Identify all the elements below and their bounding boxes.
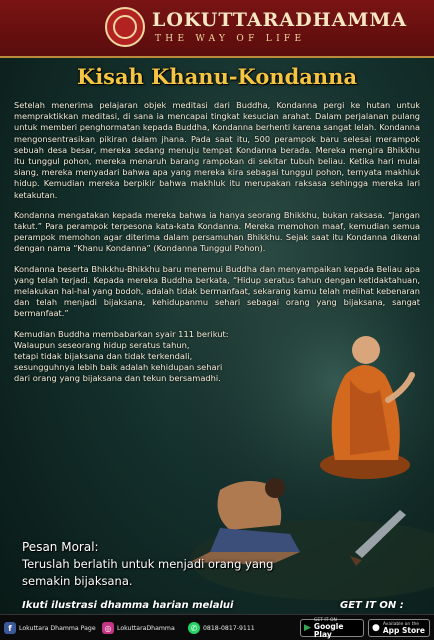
facebook-link[interactable] — [4, 620, 96, 636]
brand-tagline: THE WAY OF LIFE — [155, 34, 306, 44]
verse-line: tetapi tidak bijaksana dan tidak terkendali, — [14, 351, 193, 362]
verse-line: sesungguhnya lebih baik adalah kehidupan sehari — [14, 362, 223, 373]
whatsapp-link[interactable] — [188, 620, 255, 636]
header-banner — [0, 0, 434, 58]
get-it-on-text: GET IT ON : — [340, 600, 404, 611]
google-play-badge[interactable] — [300, 619, 364, 637]
instagram-icon: ◎ — [102, 622, 114, 634]
facebook-label: Lokuttara Dhamma Page — [19, 624, 96, 632]
google-play-big-text: Google Play — [313, 621, 344, 639]
story-paragraph: Kondanna mengatakan kepada mereka bahwa ia hanya seorang Bhikkhu, bukan raksasa. “Jangan takut.” Para perampok terpesona kata-kata Kondanna. Mereka memohon maaf, kemudian semua perampok memohon agar diterima dalam persamuhan Bhikkhu. Sejak saat itu Kondanna dikenal dengan nama “Khanu Kondanna” (Kondanna Tunggul Pohon). — [14, 209, 420, 254]
verse-block — [14, 329, 279, 385]
footer-bar — [0, 614, 434, 640]
moral-message — [22, 539, 322, 590]
instagram-label: LokuttaraDhamma — [117, 624, 175, 632]
instagram-link[interactable] — [102, 620, 175, 636]
app-store-small-text: Available on the — [382, 621, 420, 627]
whatsapp-icon: ✆ — [188, 622, 200, 634]
lokuttaradhamma-logo — [105, 7, 145, 47]
follow-text: Ikuti ilustrasi dhamma harian melalui — [22, 600, 234, 611]
whatsapp-number: 0818-0817-9111 — [203, 624, 255, 632]
app-store-badge[interactable] — [368, 619, 430, 637]
verse-line: dari orang yang bijaksana dan tekun bersamadhi. — [14, 373, 221, 384]
story-body — [14, 100, 420, 385]
apple-icon: ● — [372, 623, 380, 633]
story-paragraph: Kondanna beserta Bhikkhu-Bhikkhu baru menemui Buddha dan menyampaikan kepada Beliau apa yang telah terjadi. Kepada mereka Buddha berkata, “Hidup seratus tahun dengan ketidaktahuan, melakukan hal-hal yang bodoh, adalah tidak bermanfaat, sekarang kamu telah melihat kebenaran dan telah menjadi bijaksana, kehidupanmu sehari sebagai orang yang bijaksana, sangat bermanfaat.” — [14, 263, 420, 319]
verse-intro: Kemudian Buddha membabarkan syair 111 berikut: — [14, 328, 229, 339]
app-store-big-text: App Store — [382, 625, 425, 635]
google-play-small-text: GET IT ON — [313, 617, 337, 623]
facebook-icon: f — [4, 622, 16, 634]
google-play-icon: ▶ — [304, 623, 311, 633]
dharma-wheel-icon — [113, 15, 137, 39]
verse-line: Walaupun seseorang hidup seratus tahun, — [14, 339, 190, 350]
brand-name: LOKUTTARADHAMMA — [152, 9, 408, 31]
moral-line: Teruslah berlatih untuk menjadi orang yang — [22, 557, 274, 571]
moral-line: semakin bijaksana. — [22, 574, 133, 588]
story-title: Kisah Khanu-Kondanna — [76, 64, 358, 89]
moral-title: Pesan Moral: — [22, 540, 99, 554]
story-paragraph: Setelah menerima pelajaran objek meditasi dari Buddha, Kondanna pergi ke hutan untuk mempraktikkan meditasi, di sana ia mencapai tingkat kesucian arahat. Dalam perjalanan pulang untuk memberi penghormatan kepada Buddha, Kondanna berhenti karena sangat lelah. Kondanna mengonsentrasikan pikiran dalam jhana. Pada saat itu, 500 perampok baru selesai merampok sebuah desa besar, mereka sedang menuju tempat Kondanna berada. Mereka mengira Bhikkhu itu tunggul pohon, mereka menaruh barang rampokan di sekitar tubuh beliau. Ketika hari mulai siang, mereka menyadari bahwa apa yang mereka kira sebagai tunggul pohon, ternyata makhluk hidup. Kemudian mereka berpikir bahwa makhluk itu merupakan raksasa sehingga mereka lari ketakutan. — [14, 100, 420, 200]
